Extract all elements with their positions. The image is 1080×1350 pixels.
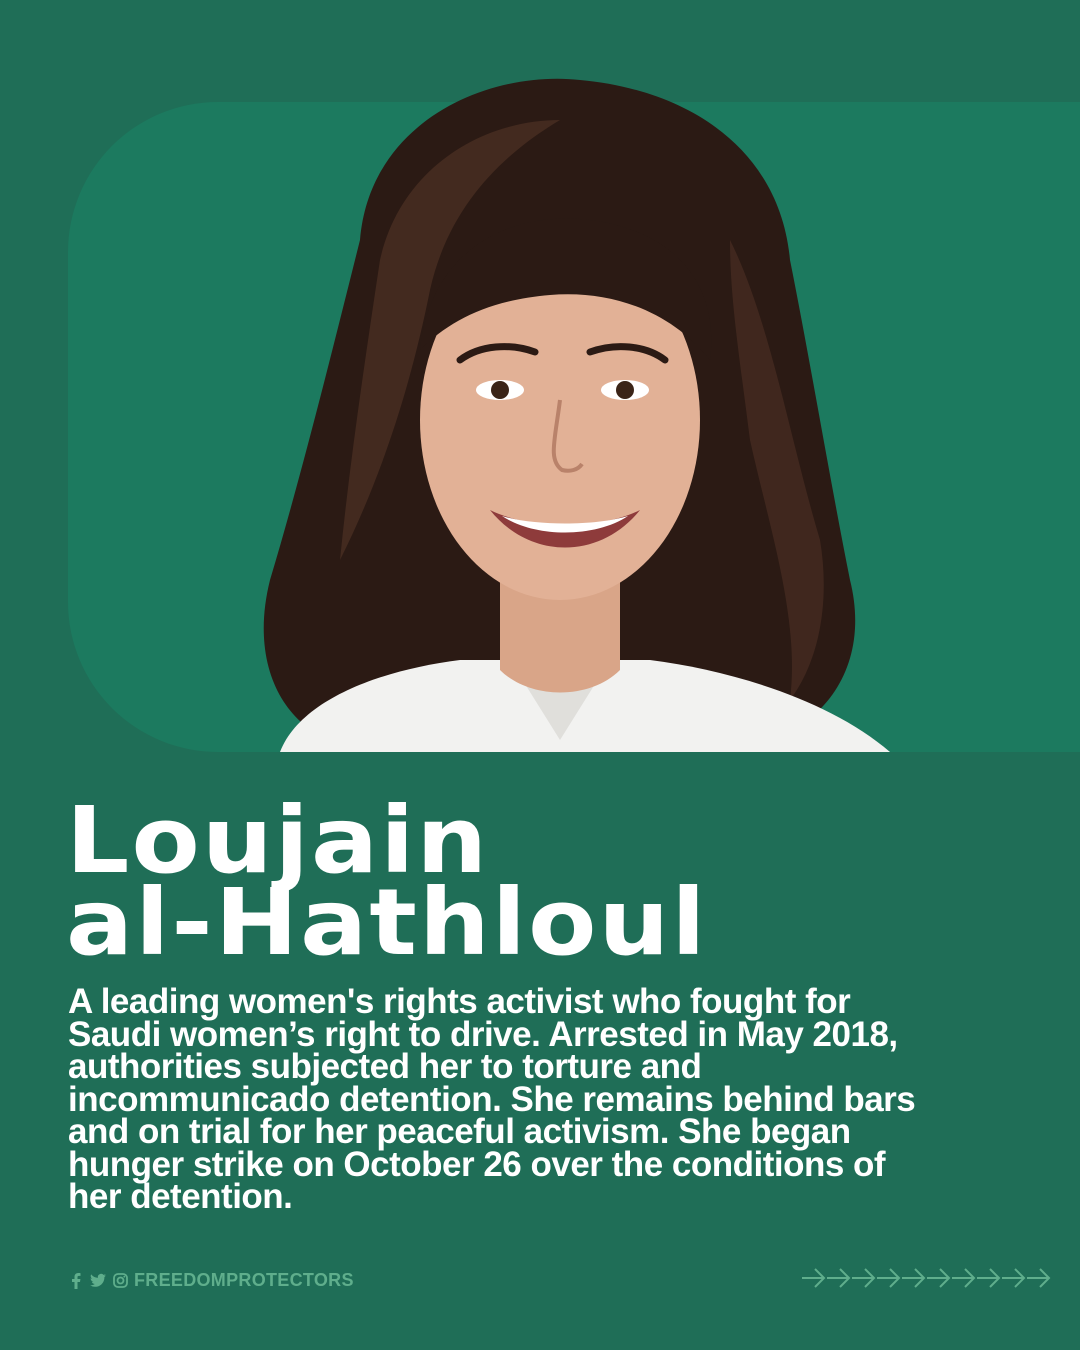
arrow-icon (977, 1269, 999, 1287)
portrait-photo (130, 60, 980, 752)
arrow-icon (952, 1269, 974, 1287)
arrow-icon (877, 1269, 899, 1287)
arrow-icon (1002, 1269, 1024, 1287)
instagram-icon[interactable] (112, 1272, 128, 1290)
arrow-icon (1027, 1269, 1049, 1287)
twitter-icon[interactable] (90, 1272, 106, 1290)
name-last: al-Hathloul (66, 869, 708, 976)
arrow-icon (927, 1269, 949, 1287)
social-footer (68, 1270, 354, 1291)
name-first: Loujain (66, 787, 490, 894)
bio-text: A leading women's rights activist who fought for Saudi women’s right to drive. Arrested in May 2018, authorities subjected her to torture and incommunicado detention. She remains behind bars and on trial for her peaceful activism. She began hunger strike on October 26 over the conditions of her detention. (68, 982, 916, 1216)
arrow-icon (827, 1269, 849, 1287)
facebook-icon[interactable] (68, 1272, 84, 1290)
arrow-icon (902, 1269, 924, 1287)
arrow-icon (802, 1269, 824, 1287)
person-name (66, 787, 708, 976)
arrow-icon (852, 1269, 874, 1287)
social-handle[interactable]: FREEDOMPROTECTORS (134, 1270, 354, 1290)
arrows-decoration (800, 1264, 1060, 1292)
